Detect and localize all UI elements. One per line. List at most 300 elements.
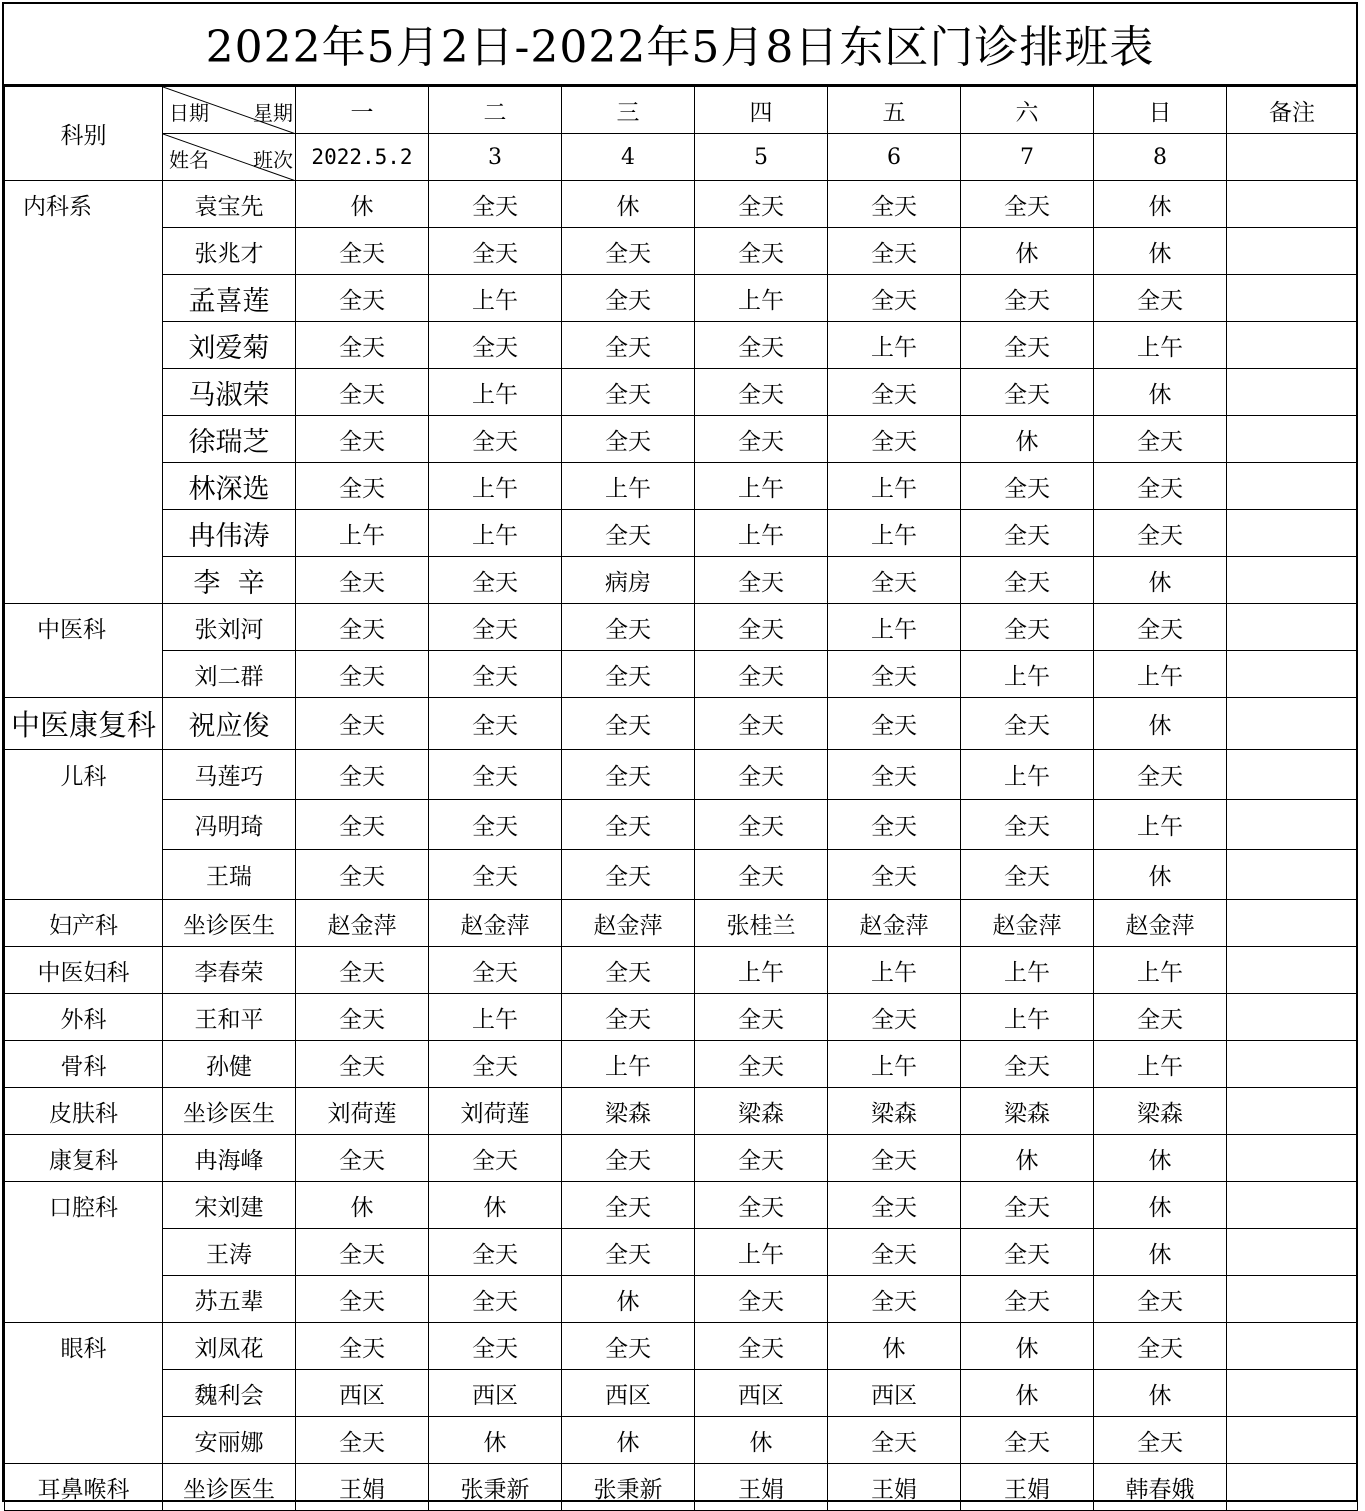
dept-cell: [5, 850, 163, 900]
name-cell: 刘爱菊: [163, 322, 296, 369]
shift-cell: 全天: [1094, 994, 1227, 1041]
shift-cell: 上午: [429, 369, 562, 416]
shift-cell: 全天: [296, 850, 429, 900]
name-cell: 李 辛: [163, 557, 296, 604]
name-cell: 林深选: [163, 463, 296, 510]
name-cell: 袁宝先: [163, 181, 296, 228]
remark-cell: [1227, 1417, 1358, 1464]
remark-cell: [1227, 1323, 1358, 1370]
shift-cell: 全天: [695, 850, 828, 900]
name-cell: 祝应俊: [163, 698, 296, 750]
dept-cell: [5, 1276, 163, 1323]
name-label: 姓名: [169, 148, 209, 172]
shift-cell: 全天: [695, 228, 828, 275]
shift-cell: 赵金萍: [961, 900, 1094, 947]
table-row: [5, 228, 1358, 275]
shift-cell: 休: [961, 1370, 1094, 1417]
shift-cell: 上午: [1094, 800, 1227, 850]
dept-cell: [5, 228, 163, 275]
shift-cell: 王娟: [695, 1464, 828, 1511]
shift-cell: 梁森: [1094, 1088, 1227, 1135]
remark-cell: [1227, 557, 1358, 604]
shift-cell: 全天: [562, 604, 695, 651]
shift-cell: 全天: [562, 651, 695, 698]
shift-cell: 王娟: [296, 1464, 429, 1511]
shift-cell: 休: [1094, 698, 1227, 750]
shift-cell: 全天: [429, 181, 562, 228]
shift-cell: 上午: [695, 463, 828, 510]
shift-cell: 全天: [828, 1229, 961, 1276]
shift-cell: 全天: [296, 698, 429, 750]
shift-label: 班次: [253, 148, 293, 172]
name-cell: 王瑞: [163, 850, 296, 900]
name-cell: 李春荣: [163, 947, 296, 994]
name-shift-header: [163, 134, 296, 181]
shift-cell: 全天: [961, 1182, 1094, 1229]
shift-cell: 全天: [961, 604, 1094, 651]
shift-cell: 全天: [695, 416, 828, 463]
shift-cell: 全天: [296, 651, 429, 698]
shift-cell: 全天: [562, 416, 695, 463]
shift-cell: 上午: [1094, 322, 1227, 369]
shift-cell: 上午: [429, 463, 562, 510]
shift-cell: 梁森: [828, 1088, 961, 1135]
page-title: 2022年5月2日-2022年5月8日东区门诊排班表: [4, 4, 1356, 86]
shift-cell: 全天: [828, 557, 961, 604]
remark-cell: [1227, 1229, 1358, 1276]
remark-header: 备注: [1227, 87, 1358, 134]
shift-cell: 全天: [695, 1323, 828, 1370]
shift-cell: 全天: [1094, 1417, 1227, 1464]
shift-cell: 全天: [562, 850, 695, 900]
shift-cell: 全天: [695, 604, 828, 651]
table-row: [5, 1417, 1358, 1464]
shift-cell: 全天: [296, 800, 429, 850]
name-cell: 王涛: [163, 1229, 296, 1276]
remark-cell: [1227, 510, 1358, 557]
date-5: 6: [828, 134, 961, 181]
table-row: [5, 947, 1358, 994]
shift-cell: 全天: [961, 557, 1094, 604]
name-cell: 坐诊医生: [163, 1464, 296, 1511]
shift-cell: 全天: [961, 1276, 1094, 1323]
shift-cell: 赵金萍: [562, 900, 695, 947]
shift-cell: 张秉新: [429, 1464, 562, 1511]
name-cell: 安丽娜: [163, 1417, 296, 1464]
shift-cell: 上午: [296, 510, 429, 557]
table-row: [5, 181, 1358, 228]
shift-cell: 全天: [296, 275, 429, 322]
shift-cell: 全天: [429, 850, 562, 900]
shift-cell: 王娟: [828, 1464, 961, 1511]
shift-cell: 全天: [961, 181, 1094, 228]
shift-cell: 全天: [695, 698, 828, 750]
shift-cell: 休: [429, 1182, 562, 1229]
shift-cell: 全天: [695, 369, 828, 416]
remark-cell: [1227, 181, 1358, 228]
weekday-5: 五: [828, 87, 961, 134]
remark-cell: [1227, 1370, 1358, 1417]
shift-cell: 全天: [1094, 275, 1227, 322]
shift-cell: 全天: [296, 1041, 429, 1088]
shift-cell: 休: [562, 1417, 695, 1464]
table-row: [5, 800, 1358, 850]
shift-cell: 全天: [961, 698, 1094, 750]
shift-cell: 上午: [961, 651, 1094, 698]
table-row: [5, 1135, 1358, 1182]
shift-cell: 上午: [828, 463, 961, 510]
shift-cell: 休: [1094, 1370, 1227, 1417]
name-cell: 冉伟涛: [163, 510, 296, 557]
shift-cell: 全天: [296, 994, 429, 1041]
shift-cell: 西区: [695, 1370, 828, 1417]
shift-cell: 张桂兰: [695, 900, 828, 947]
dept-cell: 中医妇科: [5, 947, 163, 994]
name-cell: 张刘河: [163, 604, 296, 651]
shift-cell: 王娟: [961, 1464, 1094, 1511]
table-row: [5, 322, 1358, 369]
table-row: [5, 1464, 1358, 1511]
shift-cell: 全天: [828, 800, 961, 850]
shift-cell: 全天: [429, 800, 562, 850]
table-row: [5, 275, 1358, 322]
shift-cell: 休: [296, 181, 429, 228]
shift-cell: 全天: [562, 1323, 695, 1370]
shift-cell: 西区: [562, 1370, 695, 1417]
shift-cell: 全天: [695, 994, 828, 1041]
shift-cell: 全天: [961, 275, 1094, 322]
dept-cell: [5, 1417, 163, 1464]
shift-cell: 全天: [296, 1323, 429, 1370]
shift-cell: 上午: [828, 1041, 961, 1088]
shift-cell: 全天: [695, 1135, 828, 1182]
shift-cell: 全天: [695, 322, 828, 369]
remark-cell: [1227, 750, 1358, 800]
shift-cell: 上午: [562, 463, 695, 510]
name-cell: 马淑荣: [163, 369, 296, 416]
date-2: 3: [429, 134, 562, 181]
shift-cell: 全天: [1094, 750, 1227, 800]
table-row: [5, 1229, 1358, 1276]
shift-cell: 休: [1094, 557, 1227, 604]
dept-cell: [5, 1229, 163, 1276]
shift-cell: 全天: [429, 1041, 562, 1088]
name-cell: 宋刘建: [163, 1182, 296, 1229]
remark-cell: [1227, 947, 1358, 994]
schedule-sheet: [2, 2, 1358, 1502]
shift-cell: 上午: [695, 275, 828, 322]
remark-cell: [1227, 651, 1358, 698]
dept-cell: 外科: [5, 994, 163, 1041]
date-1: 2022.5.2: [296, 134, 429, 181]
shift-cell: 全天: [296, 1229, 429, 1276]
shift-cell: 全天: [695, 181, 828, 228]
dept-cell: 皮肤科: [5, 1088, 163, 1135]
dept-cell: 康复科: [5, 1135, 163, 1182]
table-row: [5, 369, 1358, 416]
name-cell: 冯明琦: [163, 800, 296, 850]
name-cell: 坐诊医生: [163, 900, 296, 947]
remark-cell: [1227, 416, 1358, 463]
shift-cell: 张秉新: [562, 1464, 695, 1511]
shift-cell: 全天: [429, 698, 562, 750]
shift-cell: 全天: [961, 800, 1094, 850]
name-cell: 苏五辈: [163, 1276, 296, 1323]
shift-cell: 全天: [1094, 510, 1227, 557]
shift-cell: 全天: [562, 322, 695, 369]
shift-cell: 全天: [296, 416, 429, 463]
shift-cell: 休: [1094, 228, 1227, 275]
shift-cell: 全天: [562, 510, 695, 557]
table-row: [5, 698, 1358, 750]
shift-cell: 上午: [429, 275, 562, 322]
shift-cell: 赵金萍: [828, 900, 961, 947]
remark-cell: [1227, 800, 1358, 850]
table-row: [5, 1370, 1358, 1417]
shift-cell: 全天: [296, 369, 429, 416]
remark-cell: [1227, 604, 1358, 651]
dept-cell: 口腔科: [5, 1182, 163, 1229]
dept-cell: 骨科: [5, 1041, 163, 1088]
table-row: [5, 1323, 1358, 1370]
shift-cell: 西区: [296, 1370, 429, 1417]
remark-cell: [1227, 228, 1358, 275]
shift-cell: 全天: [1094, 416, 1227, 463]
shift-cell: 全天: [961, 369, 1094, 416]
date-week-header: [163, 87, 296, 134]
shift-cell: 全天: [429, 1323, 562, 1370]
dept-cell: 眼科: [5, 1323, 163, 1370]
shift-cell: 全天: [961, 322, 1094, 369]
shift-cell: 上午: [961, 750, 1094, 800]
shift-cell: 全天: [828, 750, 961, 800]
shift-cell: 梁森: [961, 1088, 1094, 1135]
remark-cell: [1227, 1464, 1358, 1511]
name-cell: 张兆才: [163, 228, 296, 275]
table-row: [5, 510, 1358, 557]
shift-cell: 全天: [562, 1182, 695, 1229]
dept-header: 科别: [5, 87, 163, 181]
dept-cell: 中医科: [5, 604, 163, 651]
name-cell: 坐诊医生: [163, 1088, 296, 1135]
shift-cell: 全天: [961, 510, 1094, 557]
shift-cell: 休: [961, 228, 1094, 275]
dept-cell: [5, 416, 163, 463]
shift-cell: 上午: [961, 947, 1094, 994]
shift-cell: 全天: [296, 1135, 429, 1182]
dept-cell: 妇产科: [5, 900, 163, 947]
remark-cell: [1227, 1182, 1358, 1229]
shift-cell: 休: [961, 1135, 1094, 1182]
shift-cell: 全天: [828, 1276, 961, 1323]
shift-cell: 全天: [695, 1182, 828, 1229]
name-cell: 刘凤花: [163, 1323, 296, 1370]
shift-cell: 刘荷莲: [429, 1088, 562, 1135]
shift-cell: 上午: [562, 1041, 695, 1088]
shift-cell: 全天: [695, 750, 828, 800]
shift-cell: 休: [961, 1323, 1094, 1370]
shift-cell: 休: [1094, 369, 1227, 416]
shift-cell: 上午: [828, 604, 961, 651]
table-row: [5, 416, 1358, 463]
dept-cell: 耳鼻喉科: [5, 1464, 163, 1511]
date-4: 5: [695, 134, 828, 181]
shift-cell: 西区: [429, 1370, 562, 1417]
remark-cell: [1227, 369, 1358, 416]
remark-cell: [1227, 1088, 1358, 1135]
shift-cell: 全天: [961, 1041, 1094, 1088]
shift-cell: 全天: [562, 1229, 695, 1276]
shift-cell: 全天: [429, 557, 562, 604]
shift-cell: 全天: [429, 228, 562, 275]
table-row: [5, 651, 1358, 698]
table-row: [5, 557, 1358, 604]
shift-cell: 全天: [961, 1229, 1094, 1276]
shift-cell: 全天: [296, 557, 429, 604]
shift-cell: 刘荷莲: [296, 1088, 429, 1135]
shift-cell: 休: [1094, 1182, 1227, 1229]
table-row: [5, 750, 1358, 800]
shift-cell: 全天: [695, 1041, 828, 1088]
table-row: [5, 604, 1358, 651]
shift-cell: 全天: [562, 228, 695, 275]
remark-cell: [1227, 322, 1358, 369]
shift-cell: 赵金萍: [429, 900, 562, 947]
remark-cell: [1227, 900, 1358, 947]
shift-cell: 上午: [828, 947, 961, 994]
shift-cell: 全天: [296, 947, 429, 994]
shift-cell: 上午: [429, 994, 562, 1041]
shift-cell: 全天: [429, 1276, 562, 1323]
dept-cell: [5, 275, 163, 322]
shift-cell: 全天: [429, 651, 562, 698]
dept-cell: [5, 510, 163, 557]
shift-cell: 休: [1094, 1135, 1227, 1182]
table-row: [5, 850, 1358, 900]
shift-cell: 休: [828, 1323, 961, 1370]
shift-cell: 全天: [562, 369, 695, 416]
remark-cell: [1227, 1276, 1358, 1323]
shift-cell: 全天: [562, 947, 695, 994]
shift-cell: 休: [429, 1417, 562, 1464]
shift-cell: 休: [296, 1182, 429, 1229]
dept-cell: [5, 463, 163, 510]
shift-cell: 全天: [695, 557, 828, 604]
name-cell: 刘二群: [163, 651, 296, 698]
name-cell: 孙健: [163, 1041, 296, 1088]
remark-cell: [1227, 275, 1358, 322]
shift-cell: 全天: [562, 275, 695, 322]
shift-cell: 全天: [828, 369, 961, 416]
shift-cell: 赵金萍: [1094, 900, 1227, 947]
name-cell: 孟喜莲: [163, 275, 296, 322]
shift-cell: 休: [695, 1417, 828, 1464]
shift-cell: 全天: [828, 275, 961, 322]
shift-cell: 全天: [562, 1135, 695, 1182]
shift-cell: 上午: [1094, 947, 1227, 994]
shift-cell: 全天: [695, 1276, 828, 1323]
table-row: [5, 1088, 1358, 1135]
dept-cell: [5, 800, 163, 850]
schedule-rows: [5, 181, 1358, 1511]
shift-cell: 全天: [961, 463, 1094, 510]
shift-cell: 全天: [828, 994, 961, 1041]
shift-cell: 梁森: [695, 1088, 828, 1135]
shift-cell: 西区: [828, 1370, 961, 1417]
shift-cell: 全天: [429, 750, 562, 800]
table-row: [5, 1041, 1358, 1088]
shift-cell: 全天: [828, 416, 961, 463]
dept-cell: 内科系: [5, 181, 163, 228]
shift-cell: 上午: [961, 994, 1094, 1041]
shift-cell: 上午: [695, 947, 828, 994]
shift-cell: 全天: [429, 1229, 562, 1276]
table-row: [5, 463, 1358, 510]
shift-cell: 全天: [429, 604, 562, 651]
shift-cell: 全天: [961, 1417, 1094, 1464]
date-6: 7: [961, 134, 1094, 181]
week-label: 星期: [253, 101, 293, 125]
table-row: [5, 1276, 1358, 1323]
shift-cell: 全天: [695, 800, 828, 850]
shift-cell: 全天: [429, 322, 562, 369]
dept-cell: 中医康复科: [5, 698, 163, 750]
shift-cell: 全天: [828, 228, 961, 275]
shift-cell: 休: [1094, 1229, 1227, 1276]
weekday-1: 一: [296, 87, 429, 134]
name-cell: 魏利会: [163, 1370, 296, 1417]
shift-cell: 上午: [695, 510, 828, 557]
shift-cell: 全天: [296, 1276, 429, 1323]
shift-cell: 全天: [296, 604, 429, 651]
name-cell: 王和平: [163, 994, 296, 1041]
table-row: [5, 1182, 1358, 1229]
shift-cell: 上午: [429, 510, 562, 557]
dept-cell: [5, 557, 163, 604]
shift-cell: 上午: [1094, 1041, 1227, 1088]
shift-cell: 全天: [562, 800, 695, 850]
shift-cell: 全天: [562, 994, 695, 1041]
shift-cell: 全天: [828, 850, 961, 900]
dept-cell: 儿科: [5, 750, 163, 800]
shift-cell: 全天: [695, 651, 828, 698]
table-row: [5, 994, 1358, 1041]
shift-cell: 休: [562, 1276, 695, 1323]
shift-cell: 全天: [1094, 1323, 1227, 1370]
shift-cell: 全天: [429, 947, 562, 994]
date-label: 日期: [169, 101, 209, 125]
dept-cell: [5, 369, 163, 416]
shift-cell: 全天: [296, 750, 429, 800]
shift-cell: 全天: [828, 181, 961, 228]
remark-header-blank: [1227, 134, 1358, 181]
shift-cell: 上午: [1094, 651, 1227, 698]
shift-cell: 韩春娥: [1094, 1464, 1227, 1511]
dept-cell: [5, 1370, 163, 1417]
shift-cell: 全天: [562, 750, 695, 800]
shift-cell: 全天: [828, 651, 961, 698]
date-3: 4: [562, 134, 695, 181]
weekday-6: 六: [961, 87, 1094, 134]
shift-cell: 全天: [429, 416, 562, 463]
shift-cell: 休: [1094, 181, 1227, 228]
shift-cell: 全天: [296, 463, 429, 510]
table-row: [5, 900, 1358, 947]
shift-cell: 休: [961, 416, 1094, 463]
shift-cell: 梁森: [562, 1088, 695, 1135]
shift-cell: 全天: [296, 228, 429, 275]
name-cell: 冉海峰: [163, 1135, 296, 1182]
